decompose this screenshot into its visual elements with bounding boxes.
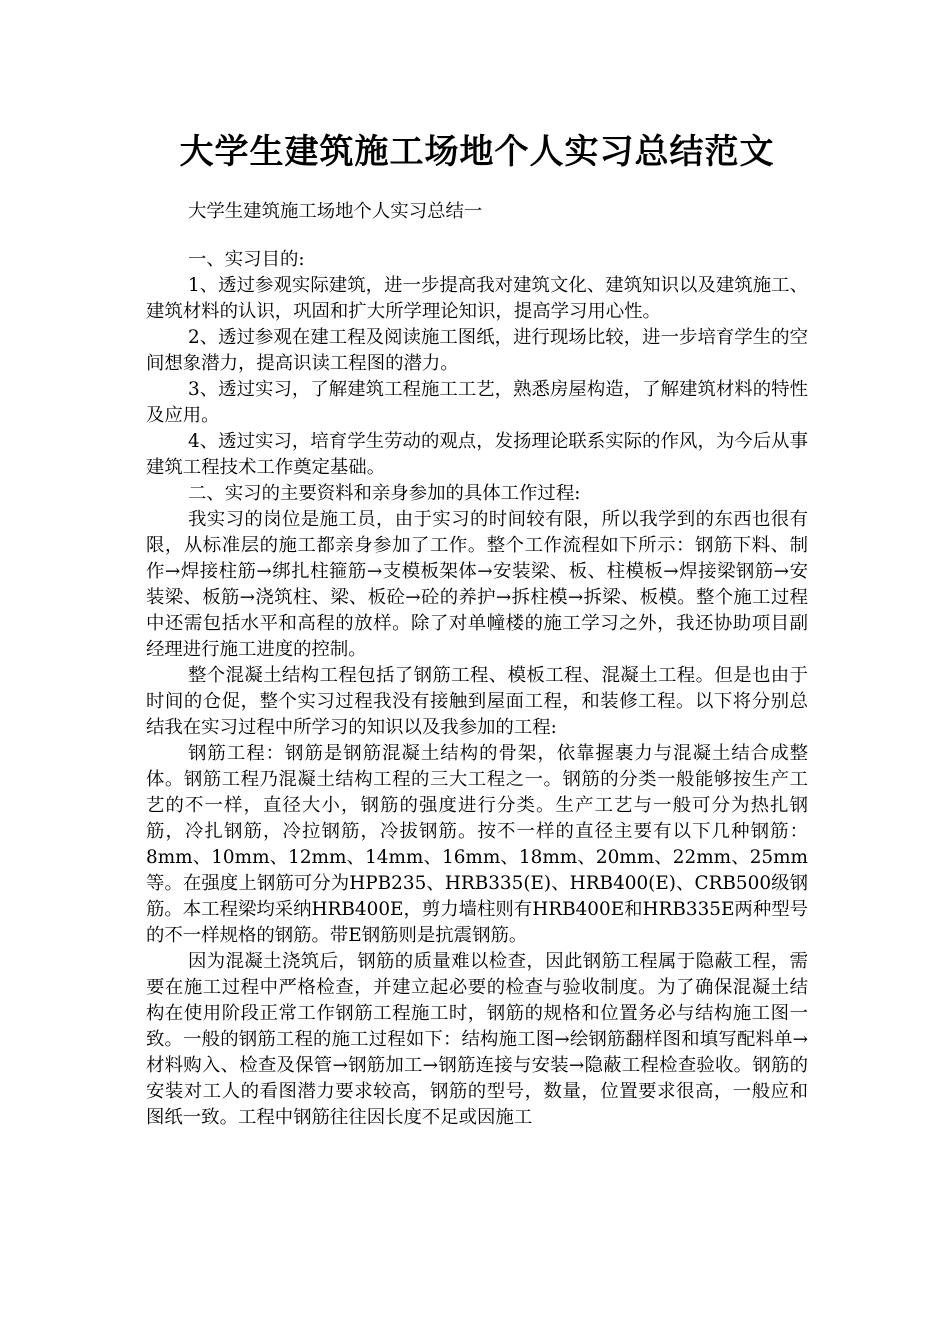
section-heading-purpose: 一、实习目的: <box>188 249 305 270</box>
paragraph-3: 3、透过实习，了解建筑工程施工工艺，熟悉房屋构造，了解建筑材料的特性及应用。 <box>146 379 808 426</box>
paragraph-5: 我实习的岗位是施工员，由于实习的时间较有限，所以我学到的东西也很有限，从标准层的施工都亲身参加了工作。整个工作流程如下所示：钢筋下料、制作→焊接柱筋→绑扎柱箍筋→支模板架体→安装梁、板、柱模板→焊接梁钢筋→安装梁、板筋→浇筑柱、梁、板砼→砼的养护→拆柱模→拆梁、板模。整个施工过程中还需包括水平和高程的放样。除了对单幢楼的施工学习之外，我还协助项目副经理进行施工进度的控制。 <box>146 509 808 660</box>
paragraph-7: 钢筋工程：钢筋是钢筋混凝土结构的骨架，依靠握裹力与混凝土结合成整体。钢筋工程乃混凝土结构工程的三大工程之一。钢筋的分类一般能够按生产工艺的不一样，直径大小，钢筋的强度进行分类。生产工艺与一般可分为热扎钢筋，冷扎钢筋，冷拉钢筋，冷拔钢筋。按不一样的直径主要有以下几种钢筋：8mm、10mm、12mm、14mm、16mm、18mm、20mm、22mm、25mm等。在强度上钢筋可分为HPB235、HRB335(E)、HRB400(E)、CRB500级钢筋。本工程梁均采纳HRB400E，剪力墙柱则有HRB400E和HRB335E两种型号的不一样规格的钢筋。带E钢筋则是抗震钢筋。 <box>146 743 808 946</box>
document-page <box>146 128 808 1131</box>
paragraph-2: 2、透过参观在建工程及阅读施工图纸，进行现场比较，进一步培育学生的空间想象潜力，提高识读工程图的潜力。 <box>146 327 808 374</box>
paragraph-8: 因为混凝土浇筑后，钢筋的质量难以检查，因此钢筋工程属于隐蔽工程，需要在施工过程中严格检查，并建立起必要的检查与验收制度。为了确保混凝土结构在使用阶段正常工作钢筋工程施工时，钢筋的规格和位置务必与结构施工图一致。一般的钢筋工程的施工过程如下：结构施工图→绘钢筋翻样图和填写配料单→材料购入、检查及保管→钢筋加工→钢筋连接与安装→隐蔽工程检查验收。钢筋的安装对工人的看图潜力要求较高，钢筋的型号，数量，位置要求很高，一般应和图纸一致。工程中钢筋往往因长度不足或因施工 <box>146 951 808 1128</box>
paragraph-6: 整个混凝土结构工程包括了钢筋工程、模板工程、混凝土工程。但是也由于时间的仓促，整个实习过程我没有接触到屋面工程，和装修工程。以下将分别总结我在实习过程中所学习的知识以及我参加的工程: <box>146 665 808 738</box>
document-title: 大学生建筑施工场地个人实习总结范文 <box>179 132 775 172</box>
section-heading-content: 二、实习的主要资料和亲身参加的具体工作过程: <box>188 483 581 504</box>
paragraph-1: 1、透过参观实际建筑，进一步提高我对建筑文化、建筑知识以及建筑施工、建筑材料的认识，巩固和扩大所学理论知识，提高学习用心性。 <box>146 275 808 322</box>
paragraph-4: 4、透过实习，培育学生劳动的观点，发扬理论联系实际的作风，为今后从事建筑工程技术工作奠定基础。 <box>146 431 808 478</box>
document-subtitle: 大学生建筑施工场地个人实习总结一 <box>188 201 483 222</box>
